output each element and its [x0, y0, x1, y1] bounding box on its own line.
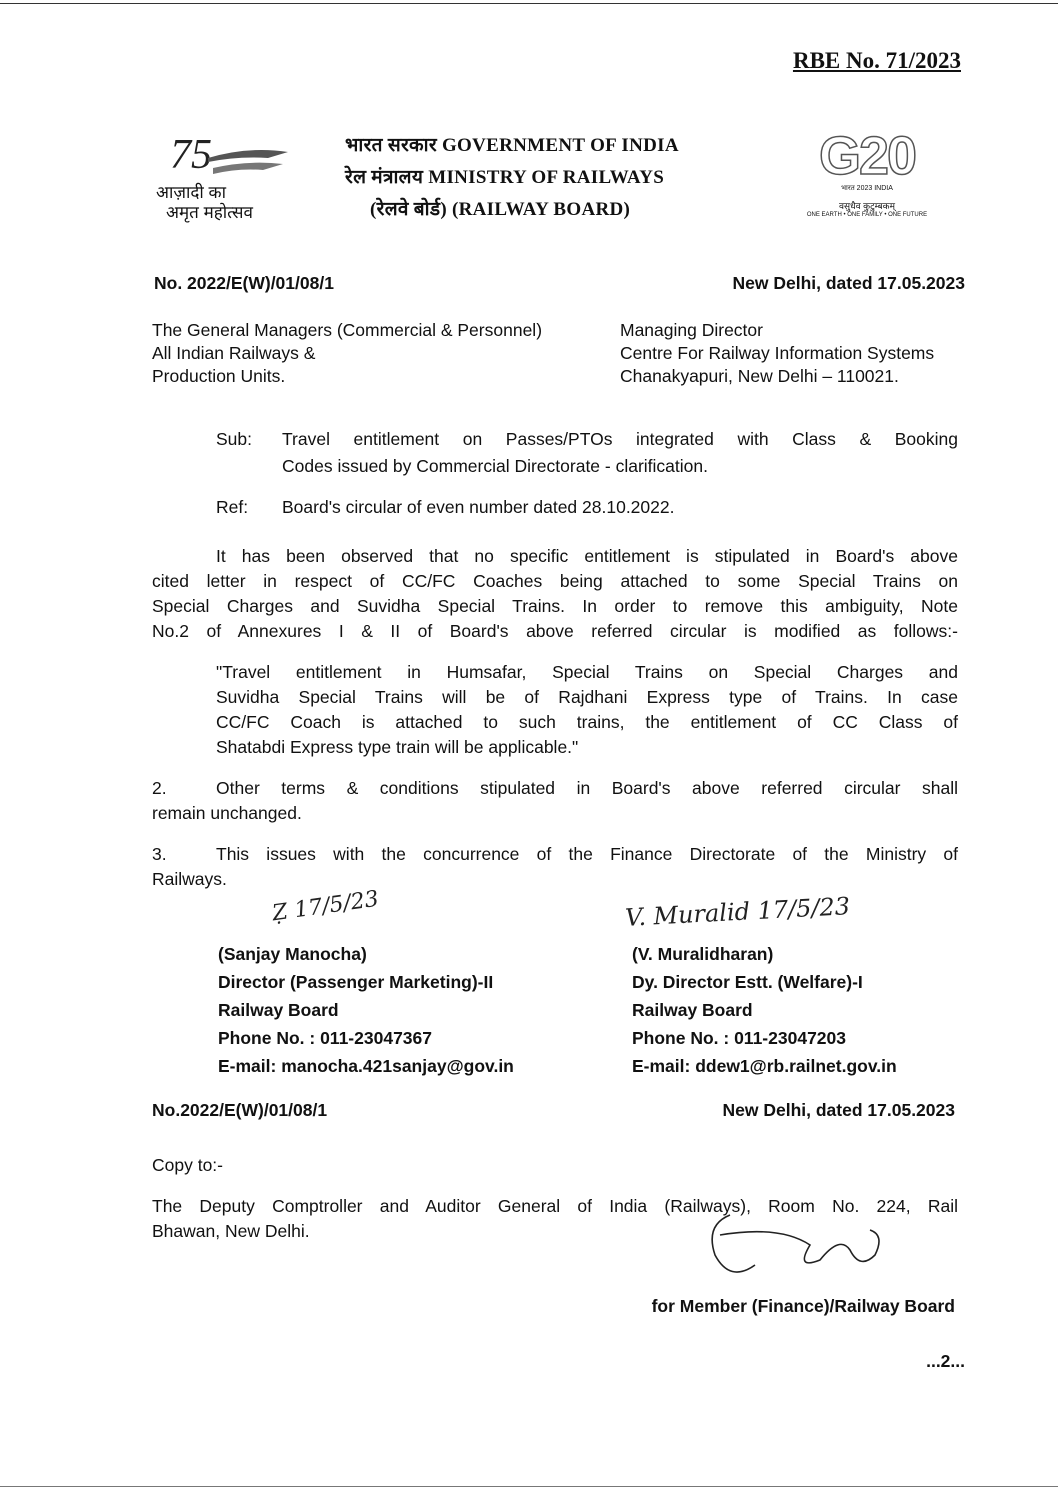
letter-date: New Delhi, dated 17.05.2023: [732, 273, 965, 293]
para1-line: No.2 of Annexures I & II of Board's above referred circular is modified as follows:-: [152, 621, 958, 641]
rbe-number: RBE No. 71/2023: [792, 48, 961, 73]
subject-line: Codes issued by Commercial Directorate - clarification.: [282, 456, 708, 476]
para2-number: 2.: [152, 778, 167, 798]
para2-line: remain unchanged.: [152, 803, 302, 823]
azadi-ka-amrit-mahotsav-logo: 75 आज़ादी का अमृत महोत्सव: [148, 128, 313, 223]
handwritten-signature-manocha: Ẓ 17/5/23: [270, 886, 381, 927]
svg-text:75: 75: [170, 132, 212, 178]
signatory-block-left: (Sanjay Manocha) Director (Passenger Marketing)-II Railway Board Phone No. : 011-23047367 E-mail: manocha.421sanjay@gov.in: [218, 944, 514, 1076]
finance-sign-off: for Member (Finance)/Railway Board: [651, 1296, 955, 1316]
addressee-right: Managing Director Centre For Railway Information Systems Chanakyapuri, New Delhi – 110021.: [620, 320, 935, 386]
g20-logo: G20 भारत 2023 INDIA वसुधैव कुटुम्बकम् ONE EARTH • ONE FAMILY • ONE FUTURE: [806, 126, 928, 218]
handwritten-signature-finance: [700, 1205, 890, 1285]
reference-text: Board's circular of even number dated 28.10.2022.: [282, 497, 675, 517]
page-continuation: ...2...: [926, 1351, 965, 1371]
copy-letter-date: New Delhi, dated 17.05.2023: [722, 1100, 955, 1120]
quote-line: "Travel entitlement in Humsafar, Special Trains on Special Charges and: [216, 662, 958, 682]
copy-to-line: Bhawan, New Delhi.: [152, 1221, 310, 1241]
quote-line: CC/FC Coach is attached to such trains, the entitlement of CC Class of: [216, 712, 958, 732]
quote-line: Shatabdi Express type train will be applicable.": [216, 737, 579, 757]
header-government: भारत सरकार GOVERNMENT OF INDIA: [345, 135, 679, 156]
para1-line: It has been observed that no specific entitlement is stipulated in Board's above: [216, 546, 958, 566]
header-ministry: रेल मंत्रालय MINISTRY OF RAILWAYS: [345, 167, 665, 188]
handwritten-signature-muralidharan: V. Muralid 17/5/23: [624, 892, 851, 932]
para1-line: Special Charges and Suvidha Special Trains. In order to remove this ambiguity, Note: [152, 596, 958, 616]
para3-number: 3.: [152, 844, 167, 864]
signatory-block-right: (V. Muralidharan) Dy. Director Estt. (Welfare)-I Railway Board Phone No. : 011-23047203 E-mail: ddew1@rb.railnet.gov.in: [632, 944, 897, 1076]
scan-top-border: [0, 3, 1058, 4]
letter-number: No. 2022/E(W)/01/08/1: [154, 273, 334, 293]
para3-line: Railways.: [152, 869, 227, 889]
copy-letter-number: No.2022/E(W)/01/08/1: [152, 1100, 328, 1120]
reference-label: Ref:: [216, 497, 249, 517]
header-board: (रेलवे बोर्ड) (RAILWAY BOARD): [370, 199, 631, 220]
para3-line: This issues with the concurrence of the Finance Directorate of the Ministry of: [216, 844, 958, 864]
para1-line: cited letter in respect of CC/FC Coaches being attached to some Special Trains on: [152, 571, 958, 591]
para2-line: Other terms & conditions stipulated in Board's above referred circular shall: [216, 778, 958, 798]
quote-line: Suvidha Special Trains will be of Rajdhani Express type of Trains. In case: [216, 687, 958, 707]
subject-line: Travel entitlement on Passes/PTOs integrated with Class & Booking: [282, 429, 958, 449]
copy-to-line: The Deputy Comptroller and Auditor General of India (Railways), Room No. 224, Rail: [152, 1196, 958, 1216]
scan-bottom-border: [0, 1486, 1058, 1487]
addressee-left: The General Managers (Commercial & Personnel) All Indian Railways & Production Units.: [152, 320, 543, 386]
subject-label: Sub:: [216, 429, 252, 449]
copy-to-label: Copy to:-: [152, 1155, 223, 1175]
